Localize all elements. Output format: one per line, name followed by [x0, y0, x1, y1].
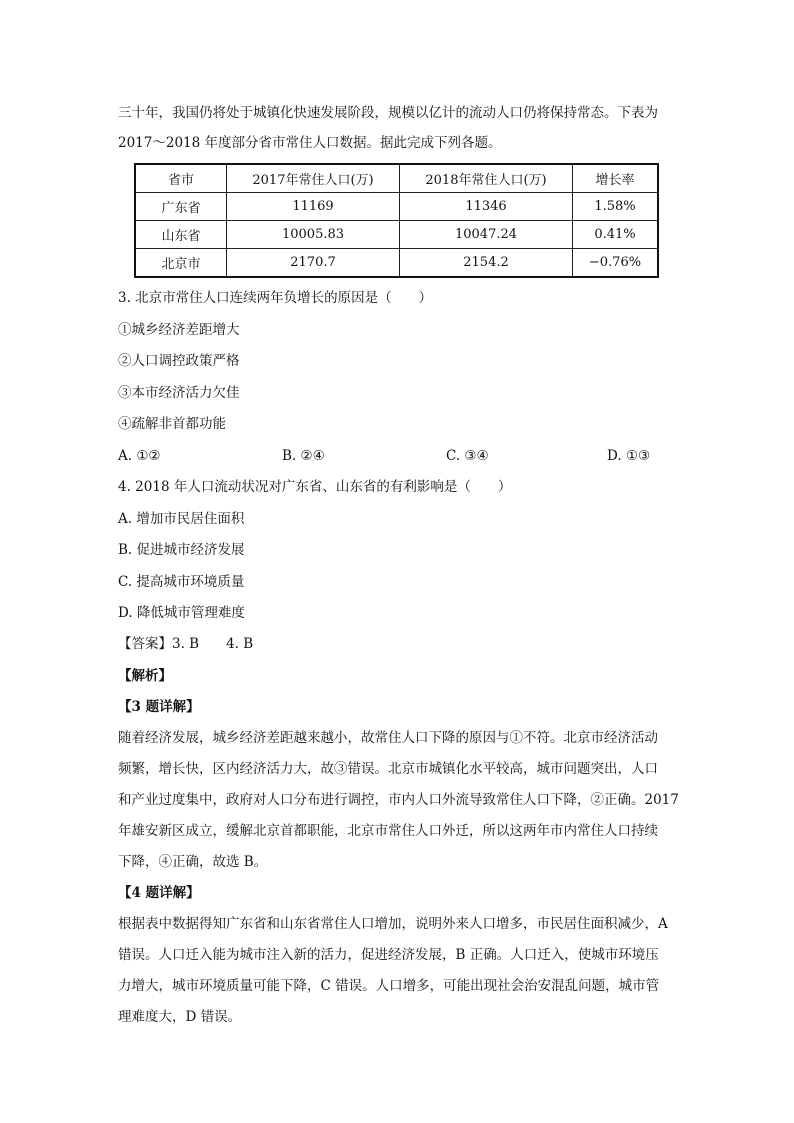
- table-row: [135, 193, 658, 221]
- header-cell: 省市: [135, 164, 227, 193]
- q4-option-b: B. 促进城市经济发展: [118, 542, 245, 558]
- table-row: [135, 249, 658, 278]
- detail-3-line: 年雄安新区成立，缓解北京首都职能，北京市常住人口外迁，所以这两年市内常住人口持续: [118, 823, 658, 839]
- q3-option-a: A. ①②: [118, 448, 161, 464]
- detail-3-heading: 【3 题详解】: [118, 699, 200, 715]
- header-cell: 2018年常住人口(万): [400, 164, 573, 193]
- table-cell: 北京市: [135, 249, 227, 278]
- detail-4-line: 根据表中数据得知广东省和山东省常住人口增加，说明外来人口增多，市民居住面积减少，A: [118, 916, 668, 932]
- table-cell: 1.58%: [573, 193, 659, 221]
- table-cell: 山东省: [135, 221, 227, 249]
- q3-item-1: ①城乡经济差距增大: [118, 322, 240, 338]
- q3-item-3: ③本市经济活力欠佳: [118, 385, 240, 401]
- table-cell: 2154.2: [400, 249, 573, 278]
- question-4-stem: 4. 2018 年人口流动状况对广东省、山东省的有利影响是（ ）: [118, 479, 512, 495]
- detail-4-heading: 【4 题详解】: [118, 885, 200, 901]
- table-cell: −0.76%: [573, 249, 659, 278]
- table-cell: 0.41%: [573, 221, 659, 249]
- table-cell: 广东省: [135, 193, 227, 221]
- intro-line-1: 三十年，我国仍将处于城镇化快速发展阶段，规模以亿计的流动人口仍将保持常态。下表为: [118, 105, 658, 121]
- table-cell: 11169: [227, 193, 400, 221]
- intro-line-2: 2017～2018 年度部分省市常住人口数据。据此完成下列各题。: [118, 135, 502, 151]
- population-table: [134, 163, 659, 278]
- question-3-stem: 3. 北京市常住人口连续两年负增长的原因是（ ）: [118, 290, 433, 306]
- detail-3-line: 随着经济发展，城乡经济差距越来越小，故常住人口下降的原因与①不符。北京市经济活动: [118, 730, 658, 746]
- answer-line: 【答案】3. B 4. B: [118, 636, 254, 652]
- detail-3-line: 频繁，增长快，区内经济活力大，故③错误。北京市城镇化水平较高，城市问题突出，人口: [118, 761, 658, 777]
- detail-4-line: 理难度大，D 错误。: [118, 1009, 242, 1025]
- header-cell: 2017年常住人口(万): [227, 164, 400, 193]
- table-header-row: [135, 164, 658, 193]
- table-row: [135, 221, 658, 249]
- analysis-heading: 【解析】: [118, 668, 172, 684]
- q3-option-c: C. ③④: [446, 448, 489, 464]
- table-cell: 2170.7: [227, 249, 400, 278]
- q3-item-4: ④疏解非首都功能: [118, 416, 226, 432]
- table-cell: 11346: [400, 193, 573, 221]
- q4-option-d: D. 降低城市管理难度: [118, 605, 245, 621]
- detail-3-line: 和产业过度集中，政府对人口分布进行调控，市内人口外流导致常住人口下降，②正确。2017: [118, 792, 679, 808]
- table-cell: 10005.83: [227, 221, 400, 249]
- q3-option-b: B. ②④: [282, 448, 325, 464]
- q4-option-a: A. 增加市民居住面积: [118, 511, 245, 527]
- detail-4-line: 力增大，城市环境质量可能下降，C 错误。人口增多，可能出现社会治安混乱问题，城市管: [118, 978, 660, 994]
- table-cell: 10047.24: [400, 221, 573, 249]
- q3-option-d: D. ①③: [607, 448, 651, 464]
- detail-3-line: 下降，④正确，故选 B。: [118, 854, 268, 870]
- q3-item-2: ②人口调控政策严格: [118, 353, 240, 369]
- detail-4-line: 错误。人口迁入能为城市注入新的活力，促进经济发展，B 正确。人口迁入，使城市环境压: [118, 947, 659, 963]
- header-cell: 增长率: [573, 164, 659, 193]
- q4-option-c: C. 提高城市环境质量: [118, 574, 245, 590]
